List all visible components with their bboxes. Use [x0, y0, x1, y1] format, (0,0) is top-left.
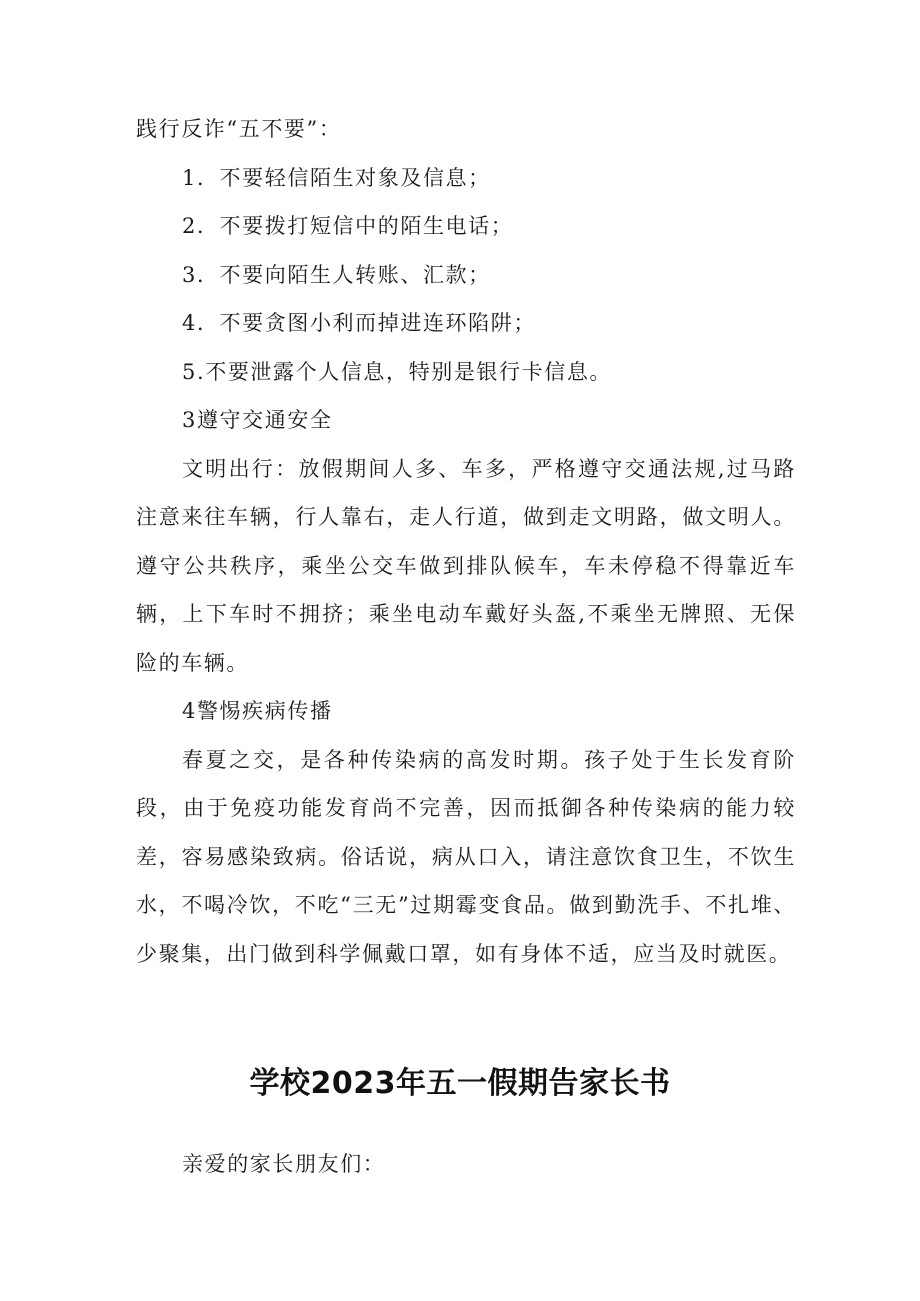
list-item-3: 3．不要向陌生人转账、汇款； [182, 262, 491, 287]
paragraph-disease: 春夏之交，是各种传染病的高发时期。孩子处于生长发育阶段，由于免疫功能发育尚不完善，因而抵御各种传染病的能力较差，容易感染致病。俗话说，病从口入，请注意饮食卫生，不饮生水，不喝冷饮，不吃“三无”过期霉变食品。做到勤洗手、不扎堆、少聚集，出门做到科学佩戴口罩，如有身体不适，应当及时就医。 [136, 747, 796, 966]
greeting: 亲爱的家长朋友们： [182, 1152, 386, 1176]
section-heading-traffic: 3遵守交通安全 [182, 408, 333, 432]
intro-heading: 践行反诈“五不要”： [136, 117, 342, 141]
paragraph-traffic: 文明出行：放假期间人多、车多，严格遵守交通法规,过马路注意来往车辆，行人靠右，走人行道，做到走文明路，做文明人。遵守公共秩序，乘坐公交车做到排队候车，车未停稳不得靠近车辆，上下车时不拥挤；乘坐电动车戴好头盔,不乘坐无牌照、无保险的车辆。 [136, 456, 796, 675]
list-item-4: 4．不要贪图小利而掉进连环陷阱； [182, 311, 536, 335]
list-item-2: 2．不要拨打短信中的陌生电话； [182, 214, 514, 238]
document-title: 学校2023年五一假期告家长书 [249, 1066, 671, 1101]
list-item-5: 5.不要泄露个人信息，特别是银行卡信息。 [182, 359, 613, 384]
document-body [136, 105, 796, 978]
section-heading-disease: 4警惕疾病传播 [182, 699, 333, 723]
list-item-1: 1．不要轻信陌生对象及信息； [182, 165, 491, 190]
